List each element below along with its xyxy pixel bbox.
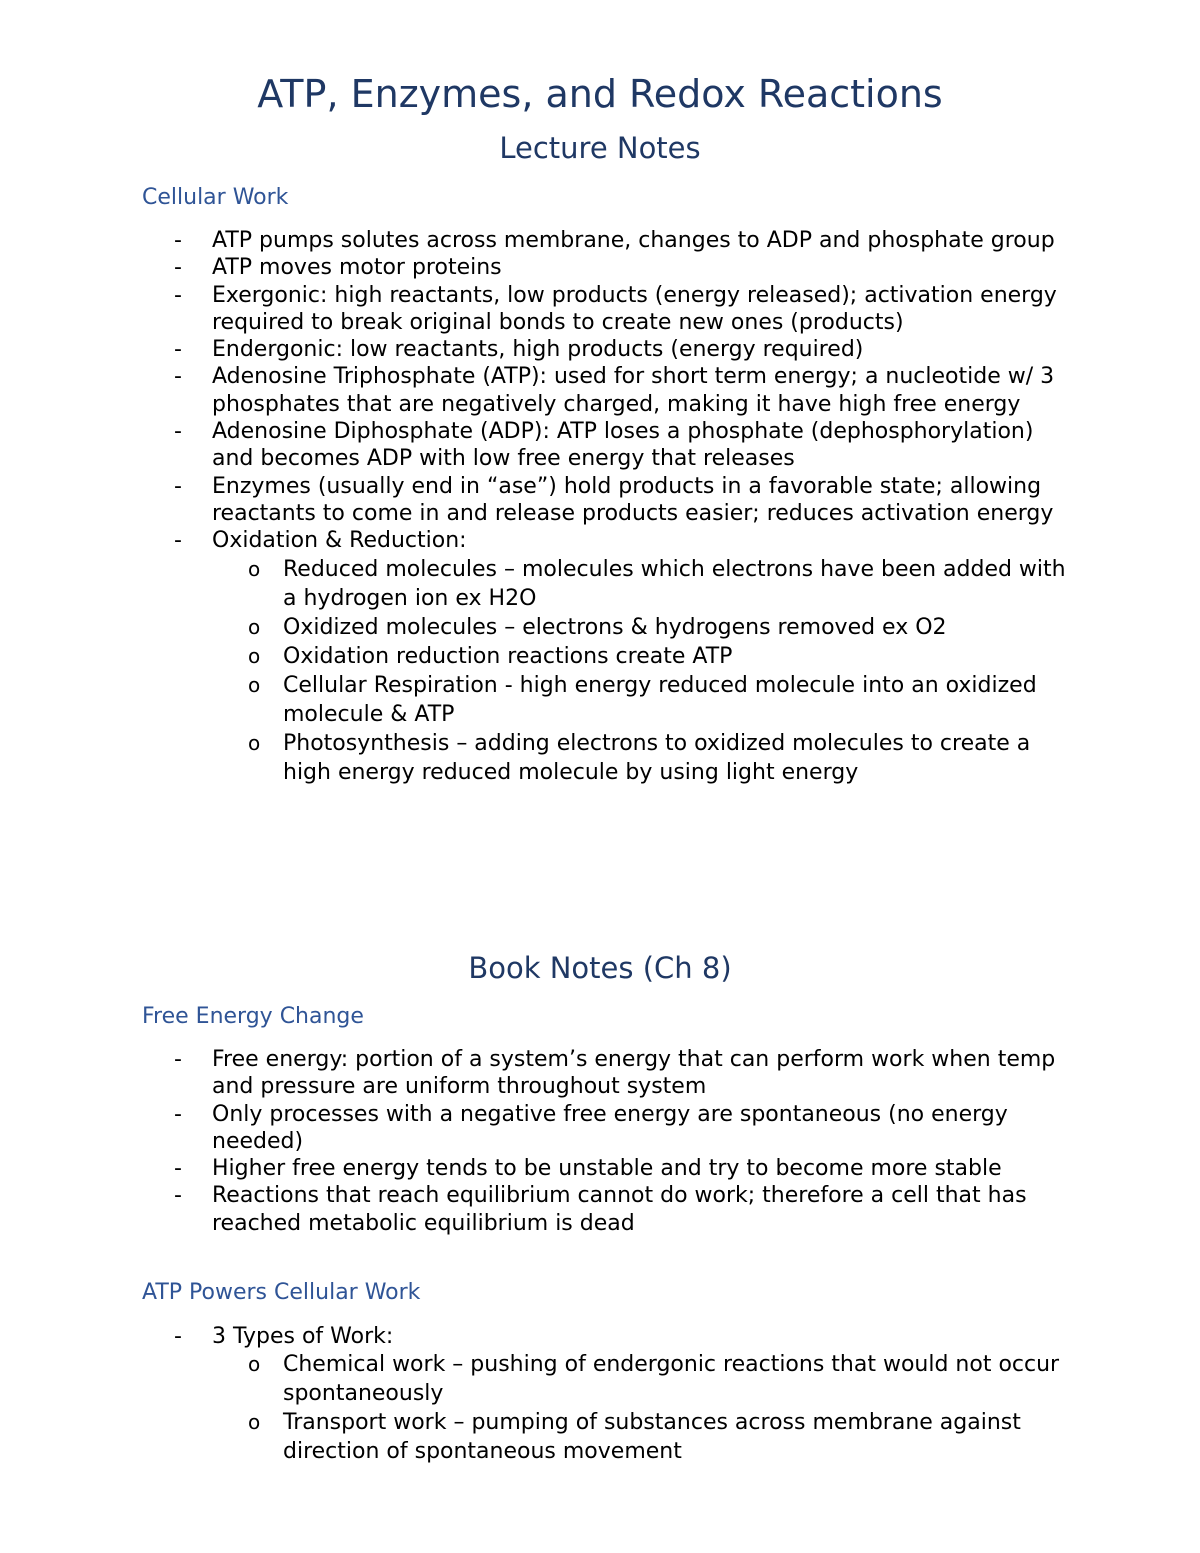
list-item: - Enzymes (usually end in “ase”) hold products in a favorable state; allowing reactants to come in and release products easier; reduces activation energy bbox=[174, 473, 1054, 526]
dash-bullet: - bbox=[174, 528, 182, 554]
list-item: - Exergonic: high reactants, low products (energy released); activation energy required to break original bonds to create new ones (products) bbox=[174, 282, 1057, 335]
dash-bullet: - bbox=[174, 282, 182, 308]
dash-bullet: - bbox=[174, 364, 182, 390]
sublist-item: o Cellular Respiration - high energy reduced molecule into an oxidized molecule & ATP bbox=[248, 672, 1037, 727]
list-item: - 3 Types of Work: o Chemical work – pushing of endergonic reactions that would not occur spontaneously o Transport work – pumping of substances across membrane against direction of spontaneous movement bbox=[0, 1323, 1200, 1466]
list-item: - Endergonic: low reactants, high products (energy required) bbox=[174, 337, 864, 363]
list-item: - Only processes with a negative free energy are spontaneous (no energy needed) bbox=[174, 1101, 1008, 1154]
dash-bullet: - bbox=[174, 419, 182, 445]
dash-bullet: - bbox=[174, 1047, 182, 1072]
list-item: - ATP pumps solutes across membrane, changes to ADP and phosphate group bbox=[174, 228, 1055, 253]
list-item: - Adenosine Diphosphate (ADP): ATP loses a phosphate (dephosphorylation) and becomes ADP with low free energy that releases bbox=[174, 419, 1034, 472]
dash-bullet: - bbox=[174, 1101, 182, 1127]
document-title: ATP, Enzymes, and Redox Reactions bbox=[257, 72, 943, 116]
redox-sublist bbox=[212, 555, 1070, 787]
dash-bullet: - bbox=[174, 255, 182, 281]
circle-bullet: o bbox=[248, 730, 261, 755]
dash-bullet: - bbox=[174, 1324, 182, 1349]
list-item: - Oxidation & Reduction: o Reduced molecules – molecules which electrons have been added with a hydrogen ion ex H2O o Oxidized molecules – electrons & hydrogens removed ex O2 o Oxidation reduction reactions create ATP o Cellular Respiration - high energy reduced molecule into an oxidized molecule & ATP o Photosynthesis – adding electrons to oxidized molecules to create a high energy reduced molecule by using light energy bbox=[0, 527, 1200, 786]
sublist-item: o Oxidation reduction reactions create ATP bbox=[248, 643, 733, 669]
atp-powers-heading: ATP Powers Cellular Work bbox=[142, 1280, 421, 1305]
circle-bullet: o bbox=[248, 556, 261, 581]
circle-bullet: o bbox=[248, 1410, 261, 1435]
list-item: - Free energy: portion of a system’s energy that can perform work when temp and pressure are uniform throughout system bbox=[174, 1047, 1056, 1100]
dash-bullet: - bbox=[174, 228, 182, 253]
dash-bullet: - bbox=[174, 1156, 182, 1182]
dash-bullet: - bbox=[174, 337, 182, 363]
sublist-item: o Chemical work – pushing of endergonic reactions that would not occur spontaneously bbox=[248, 1352, 1060, 1407]
book-notes-subtitle: Book Notes (Ch 8) bbox=[468, 951, 732, 985]
dash-bullet: - bbox=[174, 1183, 182, 1209]
dash-bullet: - bbox=[174, 473, 182, 499]
cellular-work-list bbox=[0, 227, 1200, 787]
list-item: - ATP moves motor proteins bbox=[174, 255, 502, 281]
work-types-sublist bbox=[212, 1350, 1070, 1466]
free-energy-heading: Free Energy Change bbox=[142, 1004, 364, 1029]
lecture-notes-subtitle: Lecture Notes bbox=[499, 131, 701, 165]
list-item: - Adenosine Triphosphate (ATP): used for short term energy; a nucleotide w/ 3 phosphates that are negatively charged, making it have high free energy bbox=[174, 364, 1055, 417]
list-item: - Higher free energy tends to be unstable and try to become more stable bbox=[174, 1156, 1002, 1182]
free-energy-list bbox=[0, 1046, 1200, 1237]
circle-bullet: o bbox=[248, 672, 261, 697]
cellular-work-heading: Cellular Work bbox=[142, 185, 289, 210]
sublist-item: o Photosynthesis – adding electrons to oxidized molecules to create a high energy reduced molecule by using light energy bbox=[248, 730, 1031, 785]
circle-bullet: o bbox=[248, 614, 261, 639]
atp-work-list bbox=[0, 1323, 1200, 1466]
sublist-item: o Oxidized molecules – electrons & hydrogens removed ex O2 bbox=[248, 614, 947, 640]
sublist-item: o Reduced molecules – molecules which electrons have been added with a hydrogen ion ex H2O bbox=[248, 556, 1066, 611]
circle-bullet: o bbox=[248, 1352, 261, 1377]
sublist-item: o Transport work – pumping of substances across membrane against direction of spontaneous movement bbox=[248, 1410, 1021, 1465]
list-item: - Reactions that reach equilibrium cannot do work; therefore a cell that has reached metabolic equilibrium is dead bbox=[174, 1183, 1027, 1236]
circle-bullet: o bbox=[248, 643, 261, 668]
